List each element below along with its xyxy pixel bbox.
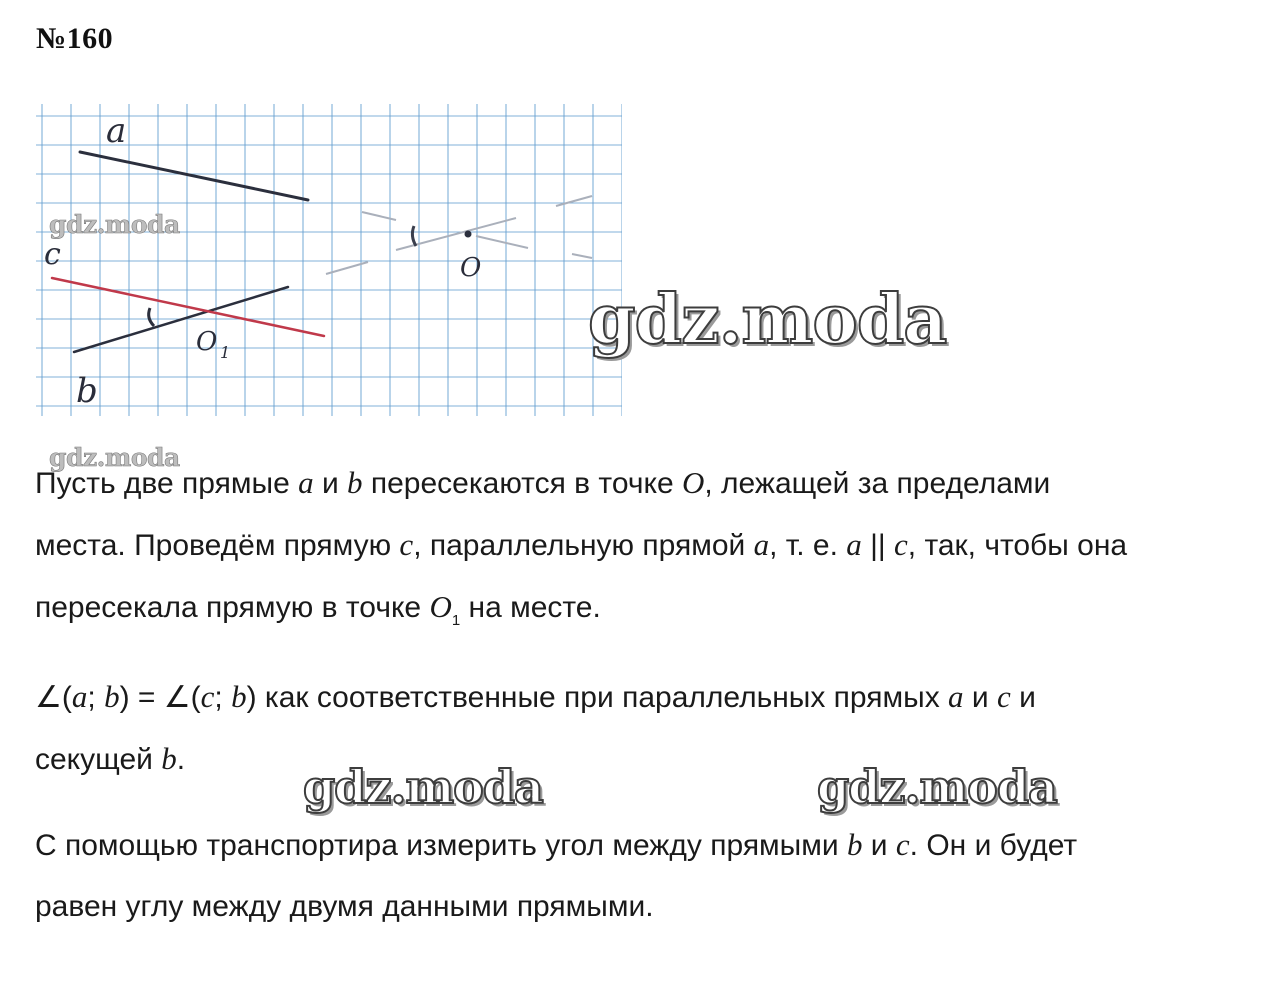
text: ) = ∠( — [119, 681, 201, 714]
watermark-large-mid: gdz.moda — [817, 760, 1057, 814]
task-number: №160 — [36, 22, 114, 55]
text: секущей — [35, 743, 162, 776]
text: ; — [87, 681, 105, 714]
var-a: a — [298, 465, 314, 500]
grid-figure — [36, 104, 622, 416]
text: на месте. — [460, 591, 601, 624]
text: ; — [214, 681, 232, 714]
var-b: b — [846, 827, 863, 862]
var-b: b — [347, 465, 363, 500]
paragraph-2-line-1 — [35, 666, 1036, 728]
text: пересекала прямую в точке — [35, 591, 430, 624]
text: . — [176, 743, 186, 776]
text: ) как соответственные при параллельных прямых — [246, 681, 949, 714]
paragraph-3-line-1 — [35, 814, 1077, 876]
angle-arc-o1 — [149, 308, 154, 326]
text: и — [1010, 681, 1036, 714]
label-o1-index: 1 — [220, 343, 231, 362]
watermark-small-figure: gdz.moda — [49, 210, 180, 239]
label-c: c — [44, 237, 61, 272]
faint-line-4 — [362, 212, 396, 220]
var-c: c — [996, 679, 1011, 714]
paragraph-1-line-1 — [35, 452, 1127, 514]
paragraph-3 — [35, 814, 1077, 937]
faint-line-5 — [476, 236, 528, 248]
text: , параллельную прямой — [413, 529, 754, 562]
text: . Он и будет — [909, 829, 1078, 862]
text: места. Проведём прямую — [35, 529, 400, 562]
var-c: c — [895, 827, 910, 862]
paragraph-1-line-3 — [35, 576, 1127, 651]
label-a: a — [106, 111, 127, 151]
watermark-large-left: gdz.moda — [303, 760, 543, 814]
var-o1: O — [429, 589, 452, 624]
var-b: b — [161, 741, 177, 776]
figure-canvas — [36, 104, 622, 416]
faint-line-3 — [556, 196, 592, 206]
var-c: c — [200, 679, 215, 714]
text: С помощью транспортира измерить угол между прямыми — [35, 829, 847, 862]
text: , лежащей за пределами — [704, 467, 1051, 500]
point-o — [465, 231, 472, 238]
var-b: b — [231, 679, 247, 714]
text: , так, чтобы она — [907, 529, 1128, 562]
angle-sign: ∠( — [35, 681, 72, 714]
var-c: c — [894, 527, 908, 562]
angle-arc-o — [412, 226, 416, 246]
var-o1-index: 1 — [451, 612, 461, 629]
text: и — [963, 681, 997, 714]
label-b: b — [76, 371, 98, 411]
var-a: a — [846, 527, 862, 562]
line-c — [52, 278, 324, 336]
parallel-sign: || — [861, 529, 895, 562]
var-b: b — [104, 679, 120, 714]
paragraph-1-line-2 — [35, 514, 1127, 576]
paragraph-3-line-2: равен углу между двумя данными прямыми. — [35, 890, 654, 923]
var-a: a — [71, 679, 88, 714]
faint-line-6 — [572, 254, 592, 258]
var-a: a — [753, 527, 770, 562]
text: пересекаются в точке — [362, 467, 682, 500]
watermark-small-text: gdz.moda — [49, 443, 180, 472]
var-o: O — [681, 465, 705, 500]
text: Пусть две прямые — [35, 467, 299, 500]
paragraph-1 — [35, 452, 1127, 651]
watermark-large-right: gdz.moda — [588, 280, 947, 360]
text: и — [313, 467, 348, 500]
text: и — [862, 829, 896, 862]
var-a: a — [948, 679, 964, 714]
label-o1: O — [196, 327, 218, 357]
var-c: c — [399, 527, 414, 562]
text: , т. е. — [769, 529, 847, 562]
label-o: O — [460, 253, 482, 283]
